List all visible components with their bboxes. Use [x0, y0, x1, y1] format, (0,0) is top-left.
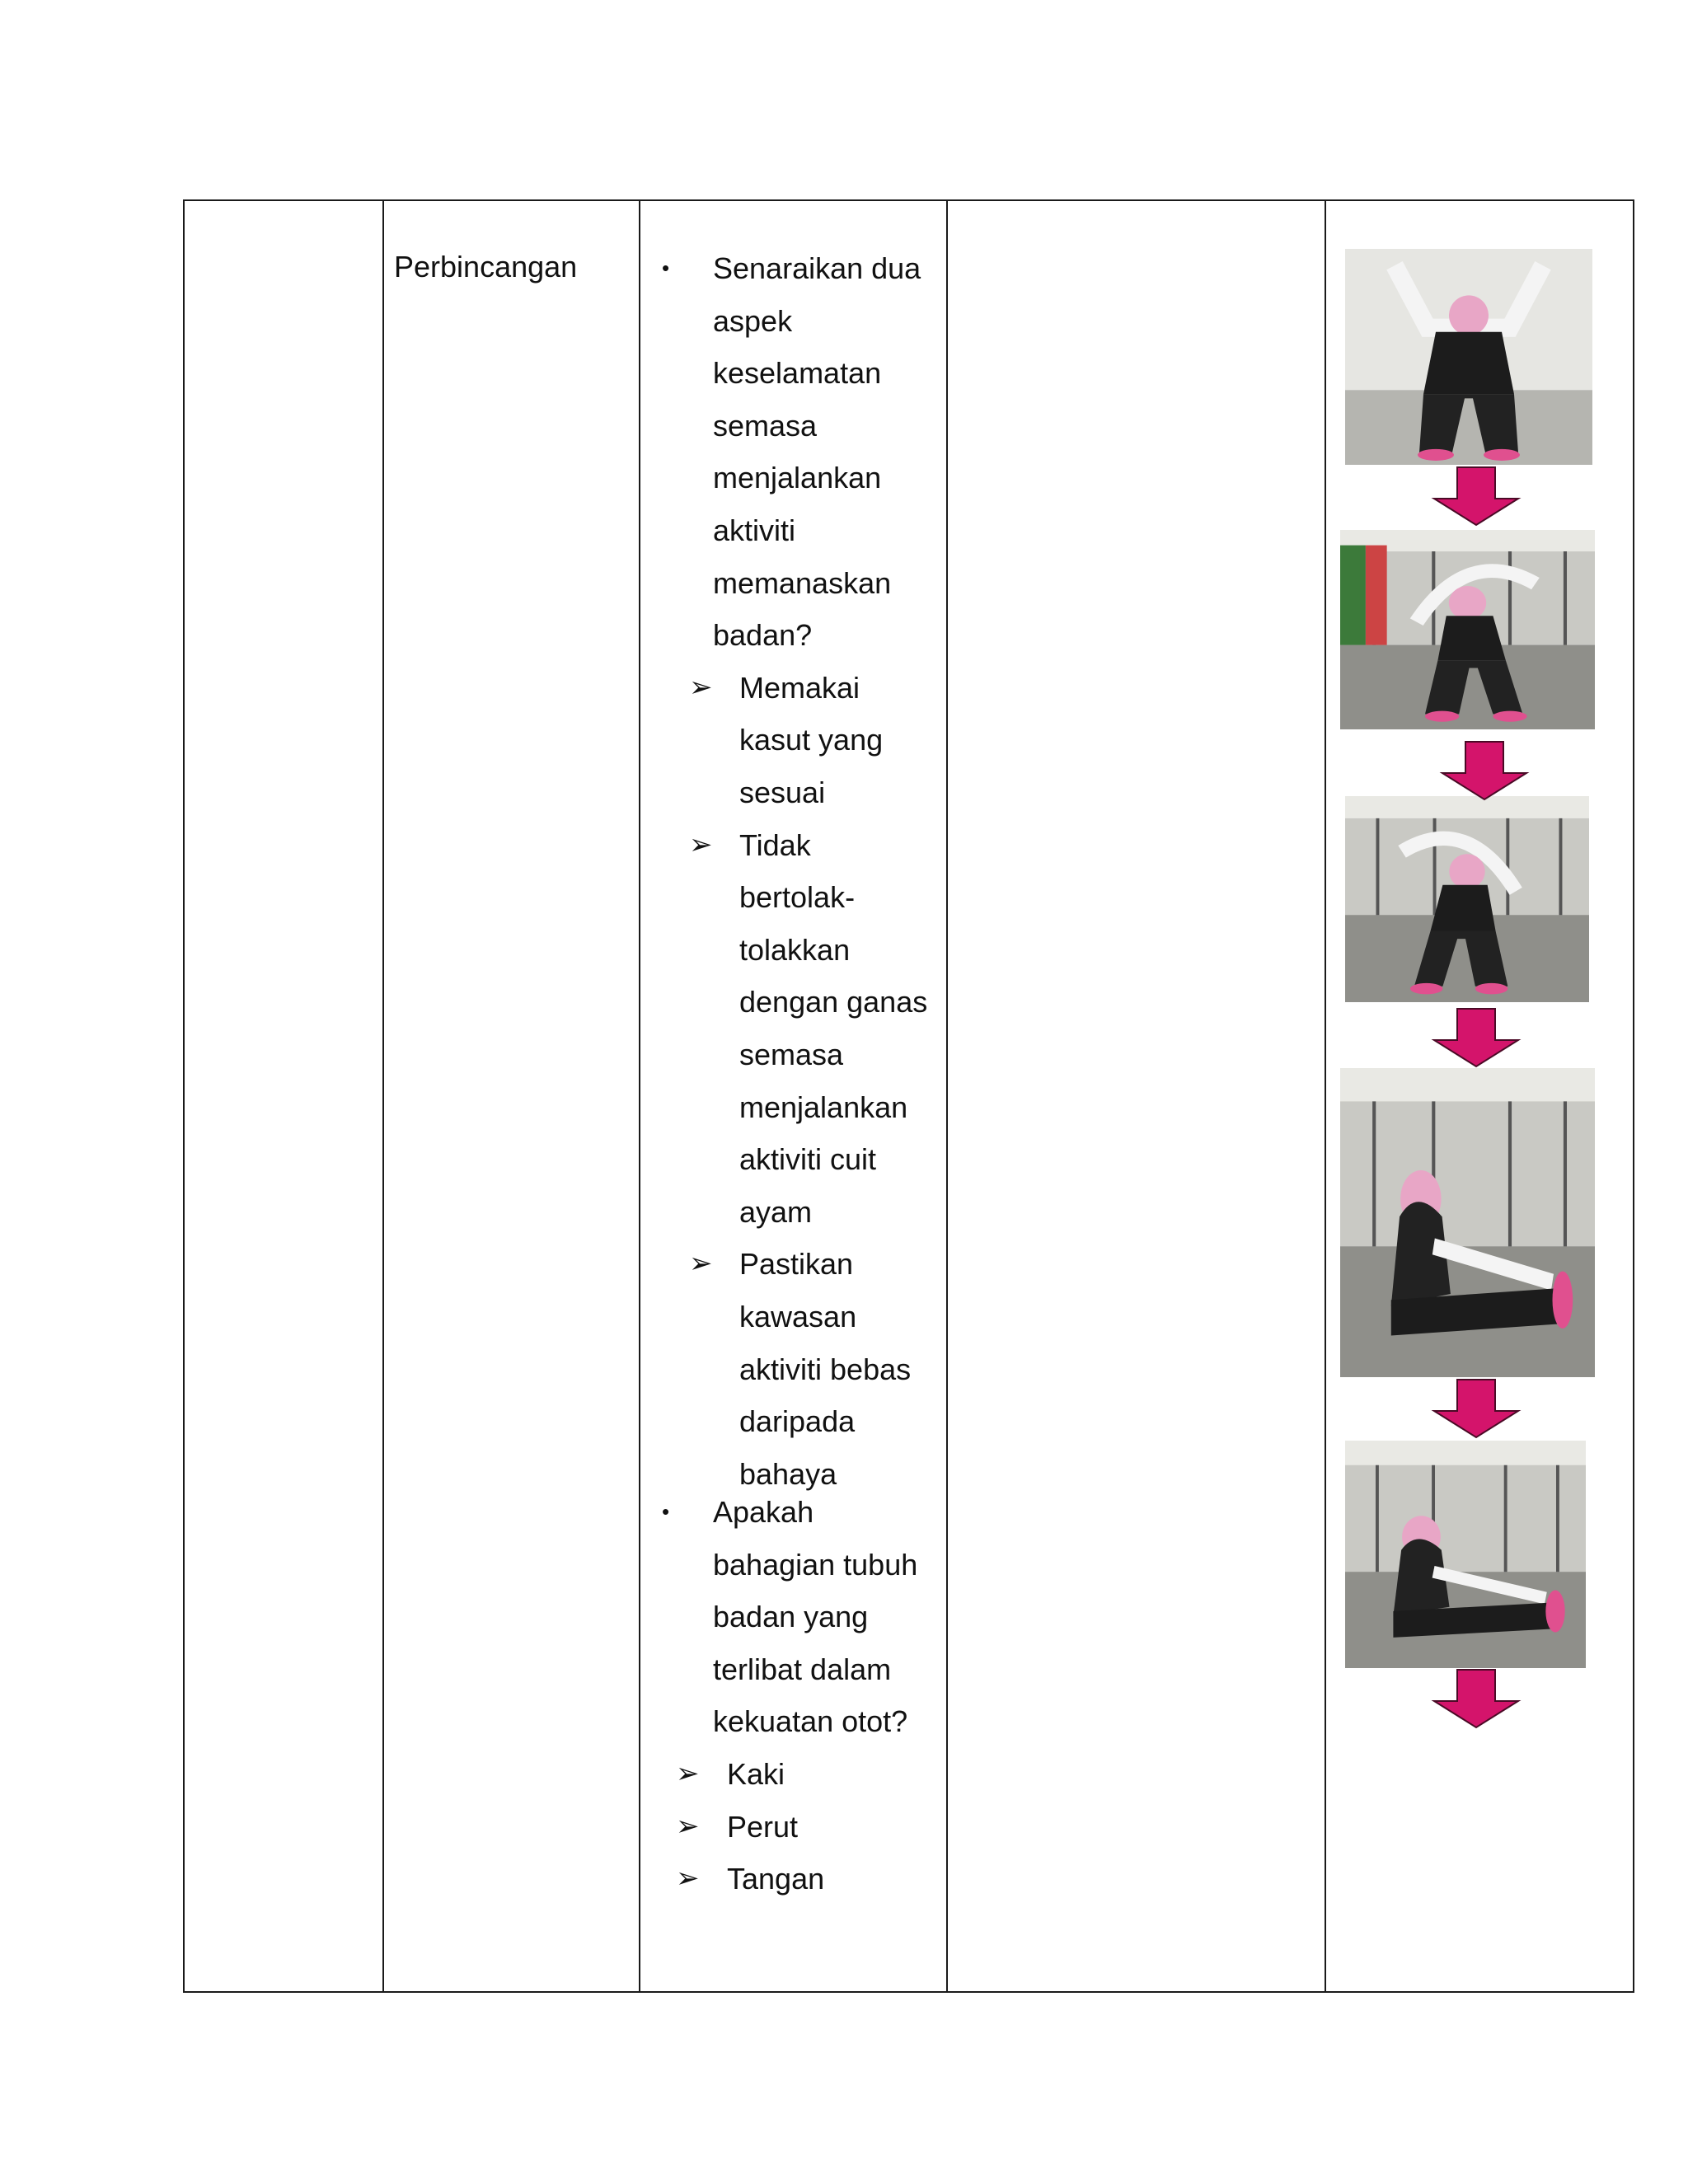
bullet-icon: •	[662, 255, 670, 280]
question-text-line: aspek	[713, 303, 793, 338]
activity-label: Perbincangan	[394, 250, 578, 284]
question-text-line: menjalankan	[713, 461, 882, 495]
answer-text-line: aktiviti cuit	[739, 1142, 877, 1177]
question-text-line: bahagian tubuh	[713, 1547, 918, 1582]
question-text-line: semasa	[713, 408, 818, 443]
bullet-icon: •	[662, 1499, 670, 1524]
question-text-line: keselamatan	[713, 356, 882, 391]
arrow-bullet-icon: ➢	[676, 1863, 700, 1895]
answer-text-line: dengan ganas	[739, 985, 928, 1019]
question-text-line: Senaraikan dua	[713, 251, 921, 285]
answer-text-line: ayam	[739, 1194, 813, 1229]
arrow-bullet-icon: ➢	[676, 1810, 700, 1842]
warm-up-side-bend-right-photo	[1345, 796, 1589, 1002]
question-text-line: badan?	[713, 618, 813, 653]
down-arrow-icon	[1439, 740, 1530, 801]
sitting-toe-touch-close-photo	[1345, 1441, 1586, 1668]
answer-text-line: sesuai	[739, 776, 826, 809]
answer-text-line: Pastikan	[739, 1247, 854, 1282]
warm-up-arms-raised-photo	[1345, 249, 1592, 465]
answer-text-line: daripada	[739, 1404, 856, 1439]
down-arrow-icon	[1431, 1378, 1522, 1439]
down-arrow-icon	[1431, 1007, 1522, 1068]
answer-text-line: Kaki	[727, 1757, 785, 1791]
answer-text-line: semasa	[739, 1038, 844, 1071]
down-arrow-icon	[1431, 466, 1522, 527]
arrow-bullet-icon: ➢	[689, 828, 713, 860]
column-divider	[946, 201, 948, 1991]
answer-text-line: Tidak	[739, 827, 811, 862]
arrow-bullet-icon: ➢	[676, 1758, 700, 1789]
answer-text-line: bertolak-	[739, 880, 856, 915]
arrow-bullet-icon: ➢	[689, 1248, 713, 1280]
down-arrow-icon	[1431, 1668, 1522, 1729]
sitting-toe-touch-photo	[1340, 1068, 1595, 1377]
question-text-line: Apakah	[713, 1495, 814, 1529]
answer-text-line: kasut yang	[739, 723, 884, 757]
column-divider	[639, 201, 640, 1991]
question-text-line: terlibat dalam	[713, 1652, 892, 1686]
answer-text-line: aktiviti bebas	[739, 1352, 912, 1386]
answer-text-line: tolakkan	[739, 932, 851, 967]
answer-text-line: Memakai	[739, 670, 860, 705]
answer-text-line: bahaya	[739, 1456, 837, 1491]
arrow-bullet-icon: ➢	[689, 671, 713, 703]
answer-text-line: menjalankan	[739, 1090, 908, 1124]
warm-up-side-bend-left-photo	[1340, 530, 1595, 729]
column-divider	[1325, 201, 1326, 1991]
column-divider	[382, 201, 384, 1991]
question-text-line: aktiviti	[713, 513, 796, 547]
question-text-line: badan yang	[713, 1600, 869, 1634]
answer-text-line: Perut	[727, 1809, 799, 1844]
question-text-line: kekuatan otot?	[713, 1704, 908, 1739]
answer-text-line: kawasan	[739, 1300, 857, 1333]
answer-text-line: Tangan	[727, 1862, 825, 1896]
question-text-line: memanaskan	[713, 565, 892, 600]
